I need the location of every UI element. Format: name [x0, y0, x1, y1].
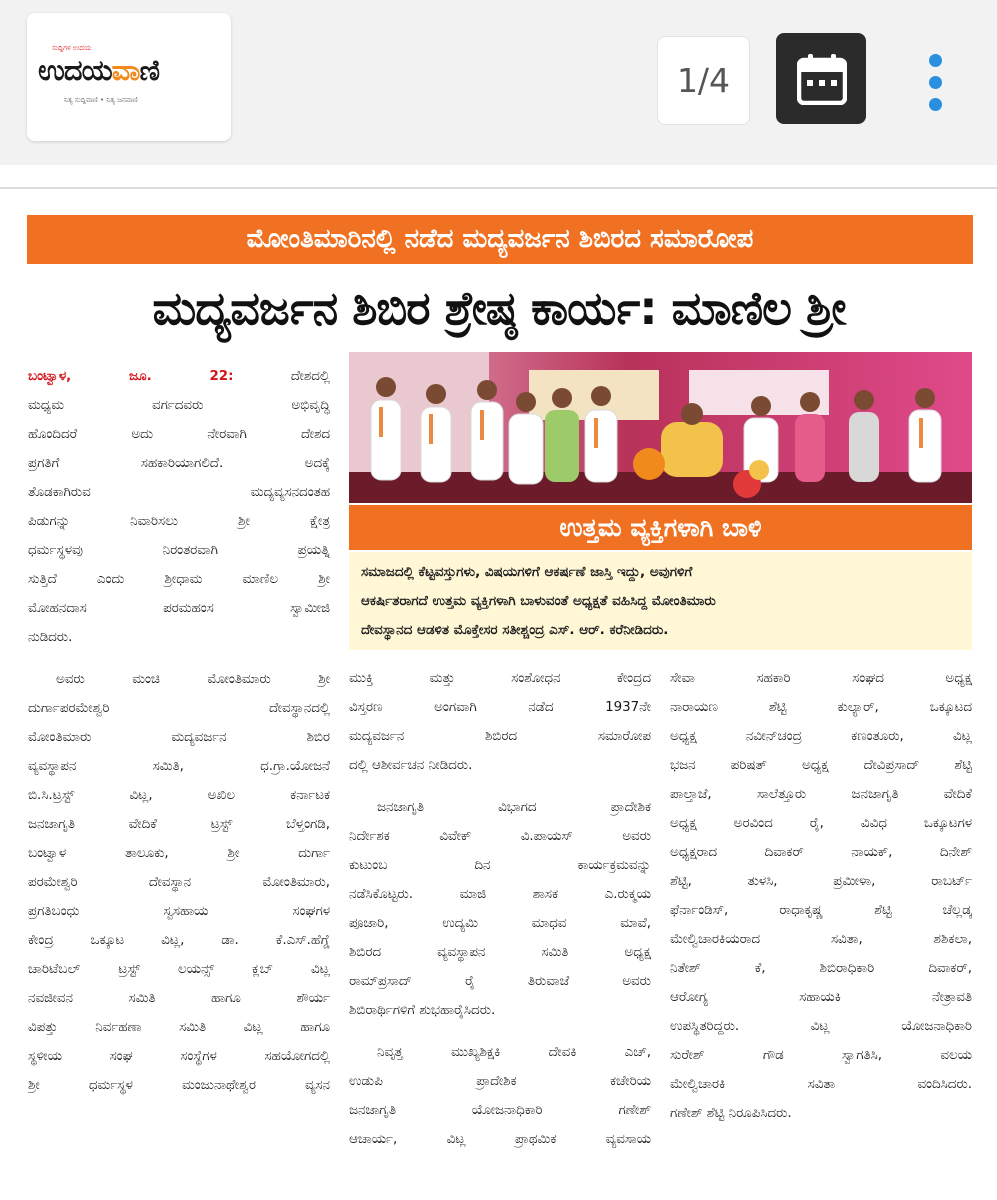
article-headline: ಮದ್ಯವರ್ಜನ ಶಿಬಿರ ಶ್ರೇಷ್ಠ ಕಾರ್ಯ: ಮಾಣಿಲ ಶ್ರೀ: [152, 280, 846, 335]
text-line: ಪಾಲ್ತಾಜೆ, ಸಾಲೆತ್ತೂರು ಜನಜಾಗೃತಿ ವೇದಿಕೆ: [670, 787, 972, 802]
article-column-3: [670, 664, 972, 1128]
text-line: ಉಡುಪಿ ಪ್ರಾದೇಶಿಕ ಕಚೇರಿಯ: [349, 1074, 651, 1089]
text-line: ನಡೆಸಿಕೊಟ್ಟರು. ಮಾಜಿ ಶಾಸಕ ಎ.ರುಕ್ಮಯ: [349, 887, 651, 902]
text-line: ದಲ್ಲಿ ಆಶೀರ್ವಚನ ನೀಡಿದರು.: [349, 758, 473, 773]
text-line: ಕುಟುಂಬ ದಿನ ಕಾರ್ಯಕ್ರಮವನ್ನು: [349, 858, 651, 873]
caption-line: ಸಮಾಜದಲ್ಲಿ ಕೆಟ್ಟವಸ್ತುಗಳು, ವಿಷಯಗಳಿಗೆ ಆಕರ್ಷಣೆ ಜಾಸ್ತಿ ಇದ್ದು, ಅವುಗಳಿಗೆ: [361, 564, 693, 580]
article-dateline: ಬಂಟ್ವಾಳ, ಜೂ. 22:: [28, 369, 234, 384]
header-divider: [0, 187, 997, 189]
text-line: ಪ್ರಗತಿಗೆ ಸಹಕಾರಿಯಾಗಲಿದೆ. ಅದಕ್ಕೆ: [28, 456, 330, 471]
text-line: ಹೊಂದಿದರೆ ಅದು ನೇರವಾಗಿ ದೇಶದ: [28, 427, 330, 442]
text-line: ಭಜನ ಪರಿಷತ್ ಅಧ್ಯಕ್ಷ ದೇವಿಪ್ರಸಾದ್ ಶೆಟ್ಟಿ: [670, 758, 972, 773]
text-line: ಅಧ್ಯಕ್ಷ ಅರವಿಂದ ರೈ, ವಿವಿಧ ಒಕ್ಕೂಟಗಳ: [670, 816, 972, 831]
text-line: ಮೇಲ್ವಿಚಾರಕಿಯರಾದ ಸವಿತಾ, ಶಶಿಕಲಾ,: [670, 932, 972, 947]
text-line: ಸುತ್ತಿದೆ ಎಂದು ಶ್ರೀಧಾಮ ಮಾಣಿಲ ಶ್ರೀ: [28, 572, 330, 587]
paragraph-gap: [28, 652, 330, 665]
page-counter-button[interactable]: 1/4: [657, 36, 750, 125]
text-line: ಬಂಟ್ವಾಳ ತಾಲೂಕು, ಶ್ರೀ ದುರ್ಗಾ: [28, 846, 330, 861]
caption-line: ಆಕರ್ಷಿತರಾಗದೆ ಉತ್ತಮ ವ್ಯಕ್ತಿಗಳಾಗಿ ಬಾಳುವಂತೆ ಅಧ್ಯಕ್ಷತೆ ವಹಿಸಿದ್ದ ಮೋಂತಿಮಾರು: [361, 593, 716, 609]
text-line: ಪರಮೇಶ್ವರಿ ದೇವಸ್ಥಾನ ಮೋಂತಿಮಾರು,: [28, 875, 330, 890]
text-line: ವಿಪತ್ತು ನಿರ್ವಹಣಾ ಸಮಿತಿ ವಿಟ್ಲ ಹಾಗೂ: [28, 1020, 330, 1035]
text-line: ಪಿಡುಗನ್ನು ನಿವಾರಿಸಲು ಶ್ರೀ ಕ್ಷೇತ್ರ: [28, 514, 330, 529]
text-line: ಉಪಸ್ಥಿತರಿದ್ದರು. ವಿಟ್ಲ ಯೋಜನಾಧಿಕಾರಿ: [670, 1019, 972, 1034]
calendar-button[interactable]: [776, 33, 866, 124]
text-line: ಮದ್ಯವರ್ಜನ ಶಿಬಿರದ ಸಮಾರೋಪ: [349, 729, 651, 744]
text-line: ದುರ್ಗಾಪರಮೇಶ್ವರಿ ದೇವಸ್ಥಾನದಲ್ಲಿ: [28, 701, 330, 716]
article-kicker: ಮೋಂತಿಮಾರಿನಲ್ಲಿ ನಡೆದ ಮದ್ಯವರ್ಜನ ಶಿಬಿರದ ಸಮಾರೋಪ: [27, 215, 973, 264]
article-photo: [349, 352, 972, 503]
text-line: ಪೂಜಾರಿ, ಉದ್ಯಮಿ ಮಾಧವ ಮಾವೆ,: [349, 916, 651, 931]
text-line: ಸೇವಾ ಸಹಕಾರಿ ಸಂಘದ ಅಧ್ಯಕ್ಷ: [670, 671, 972, 686]
paragraph-gap: [349, 780, 651, 793]
text-line: ಅಧ್ಯಕ್ಷ ನವೀನ್‌ಚಂದ್ರ ಕಣಂತೂರು, ವಿಟ್ಲ: [670, 729, 972, 744]
text-line: ಕೇಂದ್ರ ಒಕ್ಕೂಟ ವಿಟ್ಲ, ಡಾ. ಕೆ.ಎಸ್.ಹೆಗ್ಡೆ: [28, 933, 330, 948]
text-line: ನಾರಾಯಣ ಶೆಟ್ಟಿ ಕುಲ್ಯಾರ್, ಒಕ್ಕೂಟದ: [670, 700, 972, 715]
text-line: ಬಿ.ಸಿ.ಟ್ರಸ್ಟ್ ವಿಟ್ಲ, ಅಖಿಲ ಕರ್ನಾಟಕ: [28, 788, 330, 803]
text-line: ಶೆಟ್ಟಿ, ತುಳಸಿ, ಪ್ರಮೀಳಾ, ರಾಬರ್ಟ್: [670, 874, 972, 889]
text-line: ಗಣೇಶ್ ಶೆಟ್ಟಿ ನಿರೂಪಿಸಿದರು.: [670, 1106, 792, 1121]
text-line: ವಿಸ್ತರಣ ಅಂಗವಾಗಿ ನಡೆದ 1937ನೇ: [349, 700, 651, 715]
text-line: ಧರ್ಮಸ್ಥಳವು ನಿರಂತರವಾಗಿ ಪ್ರಯತ್ನಿ: [28, 543, 330, 558]
text-line: ಶಿಬಿರದ ವ್ಯವಸ್ಥಾಪನ ಸಮಿತಿ ಅಧ್ಯಕ್ಷ: [349, 945, 651, 960]
logo-name-end: ಣಿ: [139, 53, 160, 87]
text-line: ತೊಡಕಾಗಿರುವ ಮದ್ಯವ್ಯಸನದಂತಹ: [28, 485, 330, 500]
menu-dot: [929, 98, 942, 111]
calendar-icon: [797, 53, 847, 105]
text-line: ಮಧ್ಯಮ ವರ್ಗದವರು ಅಭಿವೃದ್ಧಿ: [28, 398, 330, 413]
text-line: ಸ್ಥಳೀಯ ಸಂಘ ಸಂಸ್ಥೆಗಳ ಸಹಯೋಗದಲ್ಲಿ: [28, 1049, 330, 1064]
vertical-dots-icon[interactable]: [921, 52, 951, 114]
text-line: ಫೆರ್ನಾಂಡಿಸ್, ರಾಧಾಕೃಷ್ಣ ಶೆಟ್ಟಿ ಚೆಲ್ಲಡ್ಕ: [670, 903, 972, 918]
text-line: ಶಿಬಿರಾರ್ಥಿಗಳಿಗೆ ಶುಭಹಾರೈಸಿದರು.: [349, 1003, 496, 1018]
text-line: ನಿತೇಶ್ ಕೆ, ಶಿಬಿರಾಧಿಕಾರಿ ದಿವಾಕರ್,: [670, 961, 972, 976]
logo-name-accent: ವಾ: [111, 53, 140, 87]
text-line: ಶ್ರೀ ಧರ್ಮಸ್ಥಳ ಮಂಜುನಾಥೇಶ್ವರ ವ್ಯಸನ: [28, 1078, 330, 1093]
menu-dot: [929, 76, 942, 89]
text-line: ನಿರ್ದೇಶಕ ವಿವೇಕ್ ವಿ.ಪಾಯಸ್ ಅವರು: [349, 829, 651, 844]
text-line: ಅವರು ಮಂಚಿ ಮೋಂತಿಮಾರು ಶ್ರೀ: [56, 672, 330, 687]
article-column-2: [349, 664, 651, 1154]
text-line: ಜನಜಾಗೃತಿ ವೇದಿಕೆ ಟ್ರಸ್ಟ್ ಬೆಳ್ತಂಗಡಿ,: [28, 817, 330, 832]
text-line: ಮುಕ್ತಿ ಮತ್ತು ಸಂಶೋಧನ ಕೇಂದ್ರದ: [349, 671, 651, 686]
text-line: ಪ್ರಗತಿಬಂಧು ಸ್ವಸಹಾಯ ಸಂಘಗಳ: [28, 904, 330, 919]
text-line: ನವಜೀವನ ಸಮಿತಿ ಹಾಗೂ ಶೌರ್ಯ: [28, 991, 330, 1006]
text-fragment: ದೇಶದಲ್ಲಿ: [290, 369, 330, 384]
text-line: ಮೋಹನದಾಸ ಪರಮಹಂಸ ಸ್ವಾಮೀಜಿ: [28, 601, 330, 616]
text-line: ನಿವೃತ್ತ ಮುಖ್ಯಶಿಕ್ಷಕಿ ದೇವಕಿ ಎಚ್,: [377, 1045, 651, 1060]
text-line: ಸುರೇಶ್ ಗೌಡ ಸ್ವಾಗತಿಸಿ, ವಲಯ: [670, 1048, 972, 1063]
photo-subhead: ಉತ್ತಮ ವ್ಯಕ್ತಿಗಳಾಗಿ ಬಾಳಿ: [349, 505, 972, 550]
text-line: ರಾಮ್‌ಪ್ರಸಾದ್ ರೈ ತಿರುವಾಜೆ ಅವರು: [349, 974, 651, 989]
logo-name-start: ಉದಯ: [38, 53, 112, 87]
caption-line: ದೇವಸ್ಥಾನದ ಆಡಳಿತ ಮೊಕ್ತೇಸರ ಸತೀಶ್ಚಂದ್ರ ಎಸ್. ಆರ್. ಕರೆನೀಡಿದರು.: [361, 622, 669, 638]
app-header: [0, 0, 997, 165]
text-line: ಆಚಾರ್ಯ, ವಿಟ್ಲ ಪ್ರಾಥಮಿಕ ವ್ಯವಸಾಯ: [349, 1132, 651, 1147]
text-line: ವ್ಯವಸ್ಥಾಪನ ಸಮಿತಿ, ಧ.ಗ್ರಾ.ಯೋಜನೆ: [28, 759, 330, 774]
text-line: ಜನಜಾಗೃತಿ ಯೋಜನಾಧಿಕಾರಿ ಗಣೇಶ್: [349, 1103, 651, 1118]
text-line: ಆರೋಗ್ಯ ಸಹಾಯಕಿ ನೇತ್ರಾವತಿ: [670, 990, 972, 1005]
text-line: ಮೇಲ್ವಿಚಾರಕಿ ಸವಿತಾ ವಂದಿಸಿದರು.: [670, 1077, 972, 1092]
text-line: ಜನಜಾಗೃತಿ ವಿಭಾಗದ ಪ್ರಾದೇಶಿಕ: [377, 800, 651, 815]
text-line: ನುಡಿದರು.: [28, 630, 73, 645]
logo-top-tag: ಸುದ್ದಿಗಳ ಉದಯ: [52, 44, 92, 52]
text-line: ಮೋಂತಿಮಾರು ಮದ್ಯವರ್ಜನ ಶಿಬಿರ: [28, 730, 330, 745]
logo-wordmark: [38, 53, 159, 88]
article-column-1: [28, 362, 330, 1100]
text-line: [28, 362, 330, 391]
paragraph-gap: [349, 1025, 651, 1038]
menu-dot: [929, 54, 942, 67]
text-line: ಚಾರಿಟೆಬಲ್ ಟ್ರಸ್ಟ್ ಲಯನ್ಸ್ ಕ್ಲಬ್ ವಿಟ್ಲ: [28, 962, 330, 977]
text-line: ಅಧ್ಯಕ್ಷರಾದ ದಿವಾಕರ್ ನಾಯಕ್, ದಿನೇಶ್: [670, 845, 972, 860]
logo-tagline: ನಿತ್ಯ ಸುದ್ದಿವಾಣಿ • ನಿತ್ಯ ಜನವಾಣಿ: [64, 96, 138, 104]
photo-caption: [349, 552, 972, 650]
photo-illustration: [349, 352, 972, 503]
